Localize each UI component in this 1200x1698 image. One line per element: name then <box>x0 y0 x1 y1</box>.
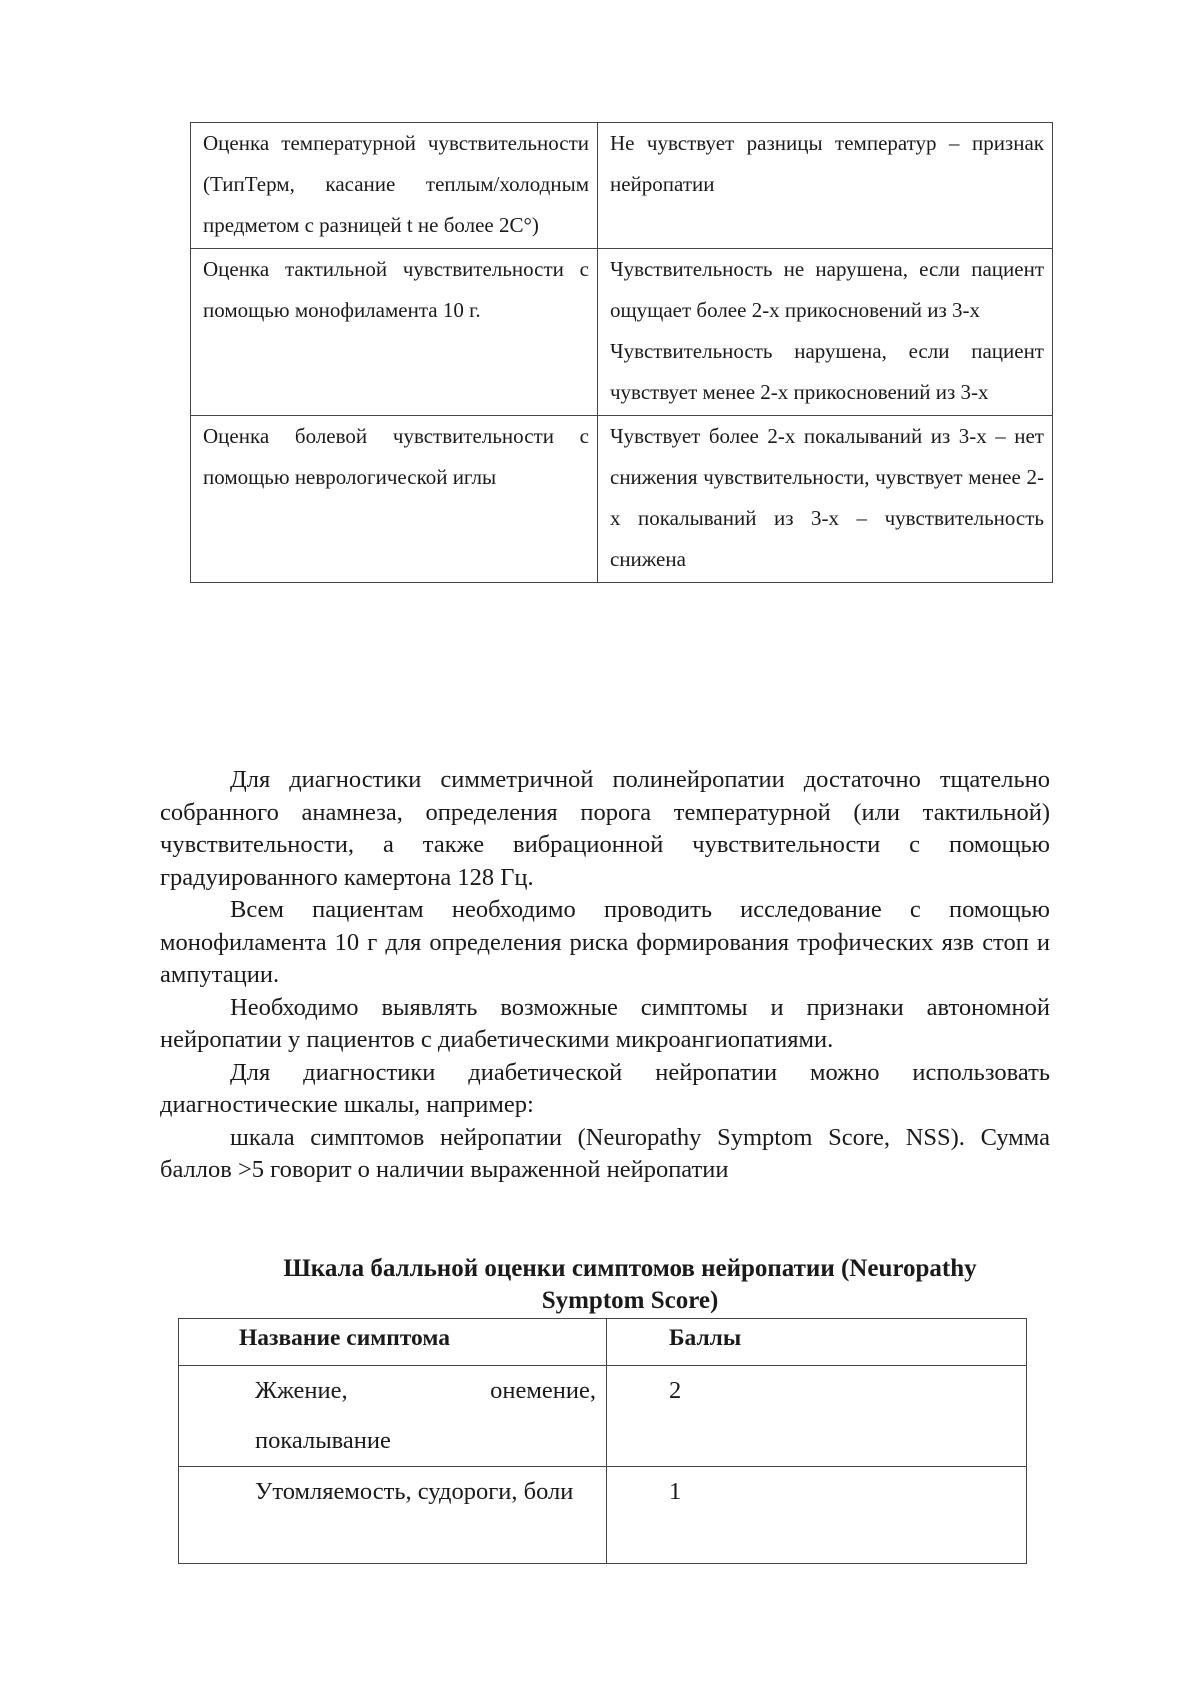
symptom-cell: Жжение, онемение, покалывание <box>179 1366 607 1467</box>
method-cell: Оценка температурной чувствительности (ТипТерм, касание теплым/холодным предметом с разницей t не более 2С°) <box>191 123 598 249</box>
table-header-row <box>179 1319 1027 1366</box>
column-header-symptom: Название симптома <box>179 1319 607 1366</box>
sensitivity-table <box>190 122 1053 583</box>
nss-table <box>178 1318 1027 1564</box>
interpretation-cell <box>598 123 1053 249</box>
nss-table-title: Шкала балльной оценки симптомов нейропатии (Neuropathy Symptom Score) <box>283 1255 977 1314</box>
symptom-cell: Утомляемость, судороги, боли <box>179 1467 607 1564</box>
paragraph: Для диагностики диабетической нейропатии можно использовать диагностические шкалы, например: <box>160 1058 1050 1118</box>
paragraph: Необходимо выявлять возможные симптомы и признаки автономной нейропатии у пациентов с диабетическими микроангиопатиями. <box>160 993 1050 1053</box>
score-cell: 2 <box>607 1366 1027 1467</box>
interpretation-cell <box>598 416 1053 583</box>
score-cell: 1 <box>607 1467 1027 1564</box>
interpretation-text: Чувствует более 2-х покалываний из 3-х – нет снижения чувствительности, чувствует менее 2-х покалываний из 3-х – чувствительность снижена <box>610 424 1044 571</box>
table-row <box>179 1467 1027 1564</box>
interpretation-text: Чувствительность не нарушена, если пациент ощущает более 2-х прикосновений из 3-х <box>610 257 1044 322</box>
paragraph: Всем пациентам необходимо проводить исследование с помощью монофиламента 10 г для определения риска формирования трофических язв стоп и ампутации. <box>160 896 1050 988</box>
method-cell: Оценка болевой чувствительности с помощью неврологической иглы <box>191 416 598 583</box>
table-row <box>191 416 1053 583</box>
column-header-score: Баллы <box>607 1319 1027 1366</box>
interpretation-cell <box>598 249 1053 416</box>
paragraph: шкала симптомов нейропатии (Neuropathy Symptom Score, NSS). Сумма баллов >5 говорит о наличии выраженной нейропатии <box>160 1123 1050 1183</box>
interpretation-text: Чувствительность нарушена, если пациент чувствует менее 2-х прикосновений из 3-х <box>610 339 1044 404</box>
interpretation-text: Не чувствует разницы температур – признак нейропатии <box>610 131 1044 196</box>
body-text <box>160 764 1050 1187</box>
table-row <box>191 123 1053 249</box>
table-row <box>191 249 1053 416</box>
table-row <box>179 1366 1027 1467</box>
paragraph: Для диагностики симметричной полинейропатии достаточно тщательно собранного анамнеза, определения порога температурной (или тактильной) чувствительности, а также вибрационной чувствительности с помощью градуированного камертона 128 Гц. <box>160 766 1050 891</box>
method-cell: Оценка тактильной чувствительности с помощью монофиламента 10 г. <box>191 249 598 416</box>
